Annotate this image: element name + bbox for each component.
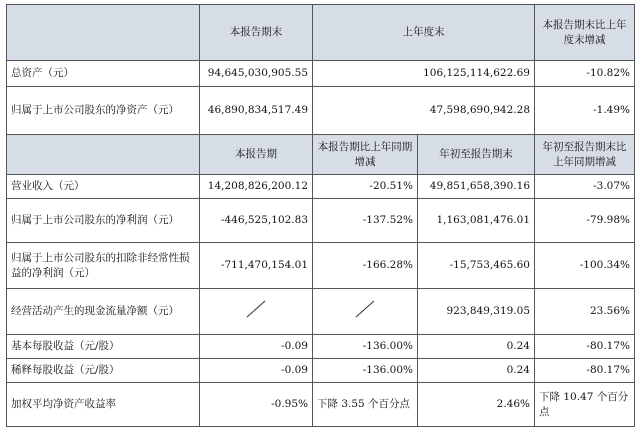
cell-period-change: -137.52%: [313, 199, 418, 243]
cell-ytd: 1,163,081,476.01: [418, 199, 535, 243]
diagonal-slash-icon: [353, 299, 377, 319]
header-prior-year-end: 上年度末: [313, 5, 535, 61]
cell-ytd-change: -100.34%: [535, 243, 635, 289]
balance-header-row: [7, 5, 635, 61]
table-row: [7, 383, 635, 427]
table-row: [7, 335, 635, 359]
income-header-row: [7, 135, 635, 175]
table-row: [7, 199, 635, 243]
cell-ytd: 923,849,319.05: [418, 289, 535, 335]
cell-ytd: 2.46%: [418, 383, 535, 427]
cell-current: 94,645,030,905.55: [200, 61, 313, 87]
cell-ytd: -15,753,465.60: [418, 243, 535, 289]
header-reporting-period: 本报告期: [200, 135, 313, 175]
cell-period-change: 下降 3.55 个百分点: [313, 383, 418, 427]
cell-period: -0.09: [200, 335, 313, 359]
cell-period-change: -136.00%: [313, 335, 418, 359]
cell-change: -10.82%: [535, 61, 635, 87]
cell-period: -0.09: [200, 359, 313, 383]
header-blank: [7, 5, 200, 61]
table-row: [7, 87, 635, 135]
cell-period: 14,208,826,200.12: [200, 175, 313, 199]
header-period-change: 本报告期比上年同期增减: [313, 135, 418, 175]
row-label: 归属于上市公司股东的净资产（元）: [7, 87, 200, 135]
row-label: 基本每股收益（元/股）: [7, 335, 200, 359]
cell-period-change: -20.51%: [313, 175, 418, 199]
cell-ytd: 0.24: [418, 359, 535, 383]
table-row: [7, 289, 635, 335]
cell-ytd-change: 23.56%: [535, 289, 635, 335]
row-label: 稀释每股收益（元/股）: [7, 359, 200, 383]
cell-current: 46,890,834,517.49: [200, 87, 313, 135]
table-row: [7, 243, 635, 289]
cell-prior: 47,598,690,942.28: [313, 87, 535, 135]
cell-period: -0.95%: [200, 383, 313, 427]
cell-ytd-change: -80.17%: [535, 359, 635, 383]
financial-summary-table-container: [6, 4, 636, 440]
header-period-end: 本报告期末: [200, 5, 313, 61]
cell-period-change: -136.00%: [313, 359, 418, 383]
row-label: 营业收入（元）: [7, 175, 200, 199]
cell-ytd-change: 下降 10.47 个百分点: [535, 383, 635, 427]
header-change-vs-prior-year-end: 本报告期末比上年度末增减: [535, 5, 635, 61]
cell-period-change: -166.28%: [313, 243, 418, 289]
row-label: 总资产（元）: [7, 61, 200, 87]
cell-period-change-not-applicable: [313, 289, 418, 335]
cell-prior: 106,125,114,622.69: [313, 61, 535, 87]
row-label: 经营活动产生的现金流量净额（元）: [7, 289, 200, 335]
cell-period: -711,470,154.01: [200, 243, 313, 289]
row-label: 归属于上市公司股东的净利润（元）: [7, 199, 200, 243]
row-label: 加权平均净资产收益率: [7, 383, 200, 427]
header-ytd-change: 年初至报告期末比上年同期增减: [535, 135, 635, 175]
cell-period: -446,525,102.83: [200, 199, 313, 243]
cell-ytd: 0.24: [418, 335, 535, 359]
header-ytd: 年初至报告期末: [418, 135, 535, 175]
diagonal-slash-icon: [244, 299, 268, 319]
table-row: [7, 61, 635, 87]
cell-ytd-change: -80.17%: [535, 335, 635, 359]
header-blank: [7, 135, 200, 175]
cell-ytd-change: -3.07%: [535, 175, 635, 199]
cell-ytd-change: -79.98%: [535, 199, 635, 243]
cell-ytd: 49,851,658,390.16: [418, 175, 535, 199]
table-row: [7, 175, 635, 199]
financial-summary-table: [6, 4, 635, 427]
row-label: 归属于上市公司股东的扣除非经常性损益的净利润（元）: [7, 243, 200, 289]
cell-period-not-applicable: [200, 289, 313, 335]
cell-change: -1.49%: [535, 87, 635, 135]
table-row: [7, 359, 635, 383]
